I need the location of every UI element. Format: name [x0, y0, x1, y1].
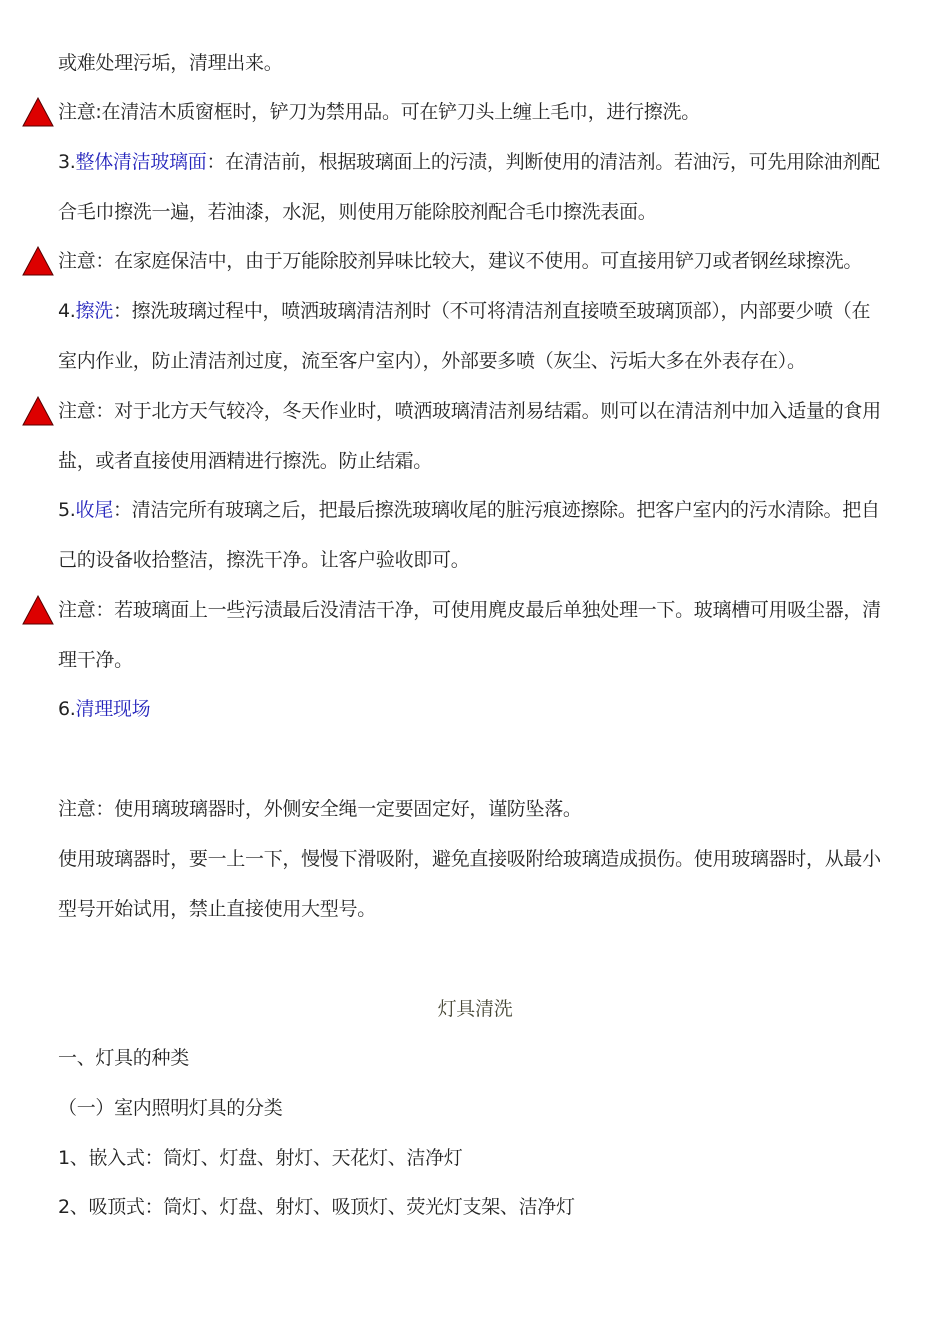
note-line: 注意：使用璃玻璃器时，外侧安全绳一定要固定好，谨防坠落。 — [58, 798, 582, 820]
warning-triangle-icon — [22, 246, 54, 276]
text-line: 合毛巾擦洗一遍，若油漆，水泥，则使用万能除胶剂配合毛巾擦洗表面。 — [58, 201, 657, 223]
step-number: 6. — [58, 698, 76, 720]
text-line: 己的设备收拾整洁，擦洗干净。让客户验收即可。 — [58, 549, 470, 571]
warning-triangle-icon — [22, 97, 54, 127]
step-number: 5. — [58, 499, 76, 521]
note-line: 注意：对于北方天气较冷，冬天作业时，喷洒玻璃清洁剂易结霜。则可以在清洁剂中加入适量的食用 — [58, 400, 881, 422]
list-item: 1、嵌入式：筒灯、灯盘、射灯、天花灯、洁净灯 — [58, 1147, 463, 1169]
step-text: ：清洁完所有玻璃之后，把最后擦洗玻璃收尾的脏污痕迹擦除。把客户室内的污水清除。把自 — [112, 499, 880, 521]
note-line: 注意：在家庭保洁中，由于万能除胶剂异味比较大，建议不使用。可直接用铲刀或者钢丝球擦洗。 — [58, 250, 863, 272]
step-number: 3. — [58, 151, 76, 173]
text-line: 室内作业，防止清洁剂过度，流至客户室内），外部要多喷（灰尘、污垢大多在外表存在）。 — [58, 350, 806, 372]
step-heading-line — [58, 296, 918, 326]
text-line: 型号开始试用，禁止直接使用大型号。 — [58, 898, 376, 920]
step-title: 整体清洁玻璃面 — [75, 151, 207, 173]
warning-triangle-icon — [22, 396, 54, 426]
step-heading-line — [58, 694, 918, 724]
step-number: 4. — [58, 300, 76, 322]
step-heading-line — [58, 495, 918, 525]
step-title: 擦洗 — [75, 300, 113, 322]
step-text: ：擦洗玻璃过程中，喷洒玻璃清洁剂时（不可将清洁剂直接喷至玻璃顶部），内部要少喷（在 — [112, 300, 871, 322]
text-line: 盐，或者直接使用酒精进行擦洗。防止结霜。 — [58, 450, 433, 472]
note-line: 注意:在清洁木质窗框时，铲刀为禁用品。可在铲刀头上缠上毛巾，进行擦洗。 — [58, 101, 700, 123]
section-title: 灯具清洗 — [437, 998, 513, 1020]
text-line: 或难处理污垢，清理出来。 — [58, 52, 283, 74]
heading-line: 一、灯具的种类 — [58, 1047, 189, 1069]
list-item: 2、吸顶式：筒灯、灯盘、射灯、吸顶灯、荧光灯支架、洁净灯 — [58, 1196, 575, 1218]
warning-triangle-icon — [22, 595, 54, 625]
step-title: 清理现场 — [75, 698, 151, 720]
subheading-line: （一）室内照明灯具的分类 — [58, 1097, 283, 1119]
text-line: 使用玻璃器时，要一上一下，慢慢下滑吸附，避免直接吸附给玻璃造成损伤。使用玻璃器时，从最小 — [58, 848, 881, 870]
step-heading-line — [58, 147, 918, 177]
step-title: 收尾 — [75, 499, 113, 521]
text-line: 理干净。 — [58, 649, 133, 671]
note-line: 注意：若玻璃面上一些污渍最后没清洁干净，可使用麂皮最后单独处理一下。玻璃槽可用吸尘器，清 — [58, 599, 881, 621]
step-text: ：在清洁前，根据玻璃面上的污渍，判断使用的清洁剂。若油污，可先用除油剂配 — [206, 151, 880, 173]
